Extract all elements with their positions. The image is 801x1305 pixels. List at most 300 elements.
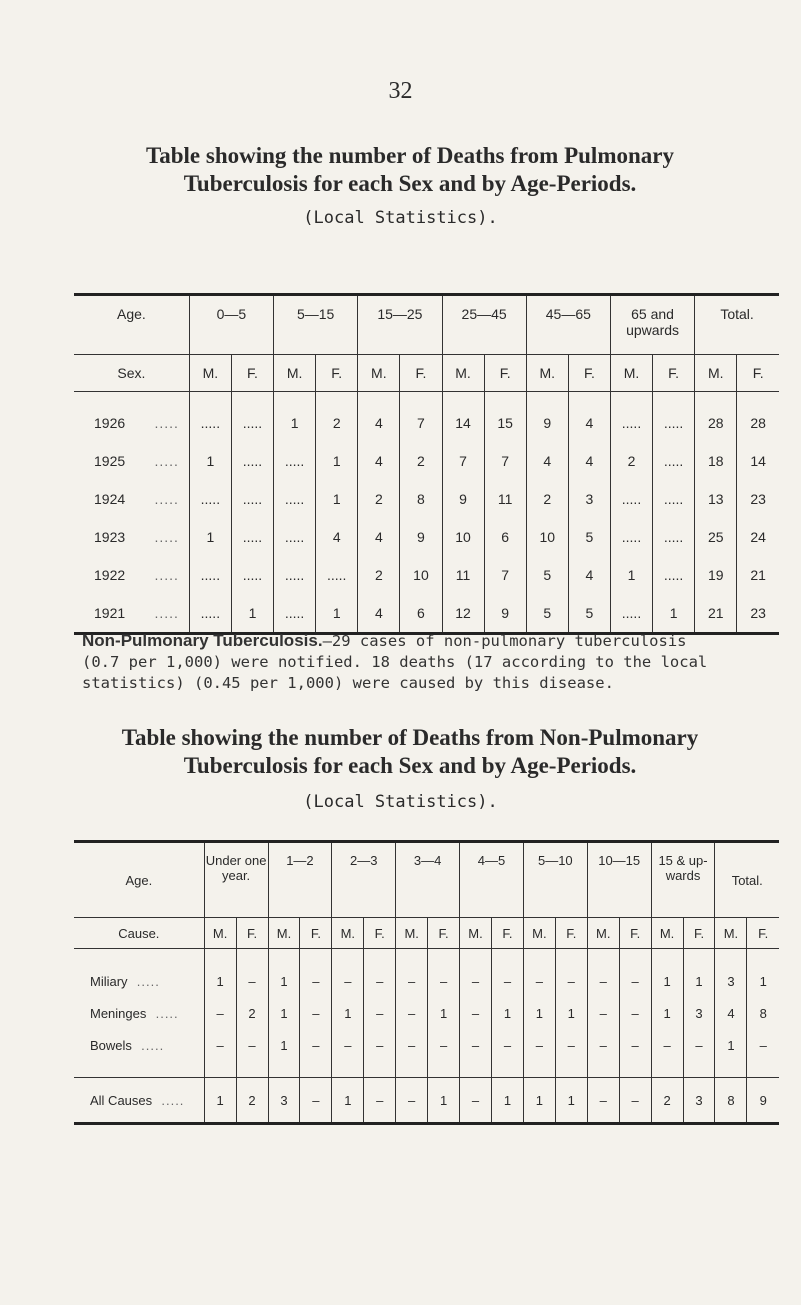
sex-code: F. (300, 918, 332, 949)
data-cell: 2 (316, 392, 358, 443)
sex-code: M. (651, 918, 683, 949)
data-cell: 1 (523, 1078, 555, 1124)
data-cell: 1 (316, 480, 358, 518)
leader-dots: ..... (125, 415, 179, 431)
sex-code: F. (747, 918, 779, 949)
year-label: 1926 (94, 415, 126, 431)
spacer-cell (428, 949, 460, 966)
spacer-cell (74, 1061, 204, 1078)
data-cell: 1 (428, 1078, 460, 1124)
year-label: 1922 (94, 567, 126, 583)
sex-code: M. (332, 918, 364, 949)
sex-code: M. (695, 355, 737, 392)
sex-code: M. (274, 355, 316, 392)
data-cell: 5 (526, 556, 568, 594)
data-cell: ..... (231, 480, 273, 518)
sex-code: M. (358, 355, 400, 392)
data-cell: – (460, 997, 492, 1029)
data-cell: 1 (316, 442, 358, 480)
data-cell: 9 (526, 392, 568, 443)
year-cell (74, 480, 189, 518)
sex-header-row (74, 355, 779, 392)
data-cell: 4 (358, 392, 400, 443)
leader-dots: ..... (125, 453, 179, 469)
spacer-cell (428, 1061, 460, 1078)
data-cell: ..... (653, 518, 695, 556)
title-line-2: Tuberculosis for each Sex and by Age-Periods. (183, 171, 637, 196)
spacer-cell (268, 949, 300, 966)
data-cell: ..... (189, 556, 231, 594)
leader-dots: ..... (125, 605, 179, 621)
age-header-row (74, 295, 779, 355)
spacer-cell (715, 1061, 747, 1078)
sex-code: M. (268, 918, 300, 949)
data-cell: 2 (526, 480, 568, 518)
sex-code: F. (619, 918, 651, 949)
year-label: 1925 (94, 453, 126, 469)
spacer-cell (683, 949, 715, 966)
table-row (74, 556, 779, 594)
data-cell: 1 (610, 556, 652, 594)
data-cell: – (204, 997, 236, 1029)
data-cell: 18 (695, 442, 737, 480)
data-cell: 28 (737, 392, 779, 443)
spacer-cell (587, 1061, 619, 1078)
data-cell: 10 (400, 556, 442, 594)
data-cell: 1 (231, 594, 273, 634)
data-cell: 4 (358, 442, 400, 480)
data-cell: 6 (484, 518, 526, 556)
title-line-2: Tuberculosis for each Sex and by Age-Periods. (183, 753, 637, 778)
data-cell: ..... (189, 594, 231, 634)
spacer-cell (268, 1061, 300, 1078)
data-cell: 1 (747, 965, 779, 997)
year-label: 1921 (94, 605, 126, 621)
data-cell: 2 (236, 1078, 268, 1124)
sex-code: M. (442, 355, 484, 392)
data-cell: 15 (484, 392, 526, 443)
spacer-cell (715, 949, 747, 966)
title-line-1: Table showing the number of Deaths from Non-Pulmonary (121, 725, 699, 750)
data-cell: 5 (526, 594, 568, 634)
data-cell: ..... (610, 480, 652, 518)
table-row (74, 594, 779, 634)
title-line-1: Table showing the number of Deaths from Pulmonary (146, 143, 674, 168)
data-cell: 1 (204, 1078, 236, 1124)
age-group-header: 45—65 (526, 295, 610, 355)
spacer-cell (747, 1061, 779, 1078)
pulmonary-table-subtitle: (Local Statistics). (303, 208, 498, 228)
spacer-cell (300, 1061, 332, 1078)
sex-code: M. (204, 918, 236, 949)
data-cell: ..... (189, 392, 231, 443)
data-cell: 1 (268, 997, 300, 1029)
sex-code: F. (316, 355, 358, 392)
age-group-header: 15—25 (358, 295, 442, 355)
data-cell: ..... (231, 556, 273, 594)
data-cell: 1 (274, 392, 316, 443)
data-cell: – (300, 1029, 332, 1061)
data-cell: 1 (332, 997, 364, 1029)
year-cell (74, 594, 189, 634)
leader-dots: ..... (146, 1005, 179, 1021)
data-cell: – (300, 1078, 332, 1124)
data-cell: 10 (526, 518, 568, 556)
data-cell: – (619, 1029, 651, 1061)
data-cell: 19 (695, 556, 737, 594)
pulmonary-deaths-table (74, 293, 779, 635)
data-cell: – (587, 1029, 619, 1061)
data-cell: 10 (442, 518, 484, 556)
spacer-cell (300, 949, 332, 966)
pulmonary-table-title (60, 142, 760, 198)
data-cell: 1 (715, 1029, 747, 1061)
year-label: 1924 (94, 491, 126, 507)
data-cell: – (460, 965, 492, 997)
data-cell: – (523, 965, 555, 997)
cause-label: All Causes (90, 1092, 153, 1108)
data-cell: 7 (484, 556, 526, 594)
data-cell: 3 (683, 1078, 715, 1124)
spacer-cell (332, 1061, 364, 1078)
age-group-header: 3—4 (396, 842, 460, 918)
data-cell: – (619, 965, 651, 997)
age-group-header: Under one year. (204, 842, 268, 918)
data-cell: ..... (316, 556, 358, 594)
data-cell: – (587, 997, 619, 1029)
data-cell: – (460, 1029, 492, 1061)
data-cell: 28 (695, 392, 737, 443)
data-cell: – (747, 1029, 779, 1061)
sex-code: F. (236, 918, 268, 949)
data-cell: 2 (358, 480, 400, 518)
leader-dots: ..... (131, 1037, 165, 1053)
data-cell: 4 (526, 442, 568, 480)
sex-code: F. (364, 918, 396, 949)
spacer-cell (396, 1061, 428, 1078)
spacer-cell (491, 949, 523, 966)
spacer-cell (204, 1061, 236, 1078)
data-cell: – (428, 1029, 460, 1061)
data-cell: 3 (568, 480, 610, 518)
data-cell: 3 (683, 997, 715, 1029)
data-cell: ..... (231, 392, 273, 443)
data-cell: ..... (653, 392, 695, 443)
age-group-header: 0—5 (189, 295, 273, 355)
spacer-row (74, 949, 779, 966)
age-label: Age. (74, 842, 204, 918)
non-pulmonary-paragraph (82, 630, 722, 694)
data-cell: 2 (236, 997, 268, 1029)
table-row (74, 392, 779, 443)
data-cell: 21 (695, 594, 737, 634)
data-cell: 1 (653, 594, 695, 634)
sex-code: M. (587, 918, 619, 949)
table-row (74, 518, 779, 556)
data-cell: – (364, 1029, 396, 1061)
age-group-header: Total. (715, 842, 779, 918)
spacer-cell (364, 949, 396, 966)
data-cell: – (364, 997, 396, 1029)
data-cell: 9 (747, 1078, 779, 1124)
data-cell: ..... (231, 518, 273, 556)
non-pulmonary-table-title (60, 724, 760, 780)
data-cell: – (683, 1029, 715, 1061)
table-row (74, 997, 779, 1029)
data-cell: – (523, 1029, 555, 1061)
data-cell: 1 (523, 997, 555, 1029)
sex-code: F. (737, 355, 779, 392)
data-cell: 23 (737, 594, 779, 634)
data-cell: 4 (358, 518, 400, 556)
spacer-cell (523, 949, 555, 966)
year-label: 1923 (94, 529, 126, 545)
data-cell: – (460, 1078, 492, 1124)
data-cell: 14 (442, 392, 484, 443)
data-cell: ..... (189, 480, 231, 518)
data-cell: 4 (316, 518, 358, 556)
spacer-cell (396, 949, 428, 966)
sex-code: M. (460, 918, 492, 949)
cause-cell (74, 1029, 204, 1061)
spacer-cell (460, 949, 492, 966)
data-cell: ..... (274, 594, 316, 634)
cause-label: Miliary (90, 973, 128, 989)
data-cell: ..... (610, 392, 652, 443)
spacer-cell (236, 949, 268, 966)
age-label: Age. (74, 295, 189, 355)
leader-dots: ..... (152, 1092, 185, 1108)
data-cell: 9 (442, 480, 484, 518)
data-cell: 4 (358, 594, 400, 634)
data-cell: 5 (568, 594, 610, 634)
data-cell: – (396, 965, 428, 997)
data-cell: 1 (268, 1029, 300, 1061)
sex-code: F. (491, 918, 523, 949)
data-cell: 4 (568, 442, 610, 480)
cause-label: Bowels (90, 1037, 132, 1053)
cause-cell (74, 997, 204, 1029)
data-cell: – (619, 1078, 651, 1124)
non-pulmonary-deaths-table (74, 840, 779, 1125)
sex-code: F. (555, 918, 587, 949)
data-cell: 3 (268, 1078, 300, 1124)
cause-label: Cause. (74, 918, 204, 949)
sex-code: M. (189, 355, 231, 392)
table-row (74, 1078, 779, 1124)
data-cell: ..... (653, 556, 695, 594)
sex-code: F. (653, 355, 695, 392)
data-cell: 7 (400, 392, 442, 443)
data-cell: 7 (442, 442, 484, 480)
spacer-cell (332, 949, 364, 966)
spacer-cell (587, 949, 619, 966)
data-cell: – (364, 1078, 396, 1124)
table-row (74, 965, 779, 997)
age-group-header: 1—2 (268, 842, 332, 918)
year-cell (74, 442, 189, 480)
sex-code: F. (231, 355, 273, 392)
data-cell: 13 (695, 480, 737, 518)
sex-code: F. (400, 355, 442, 392)
data-cell: 1 (555, 997, 587, 1029)
age-group-header: 25—45 (442, 295, 526, 355)
data-cell: 11 (442, 556, 484, 594)
data-cell: – (364, 965, 396, 997)
data-cell: 1 (268, 965, 300, 997)
data-cell: – (555, 1029, 587, 1061)
data-cell: ..... (274, 480, 316, 518)
data-cell: 1 (651, 965, 683, 997)
age-group-header: 4—5 (460, 842, 524, 918)
data-cell: – (300, 965, 332, 997)
data-cell: 1 (189, 442, 231, 480)
sex-label: Sex. (74, 355, 189, 392)
data-cell: 23 (737, 480, 779, 518)
sex-code: M. (526, 355, 568, 392)
spacer-cell (619, 949, 651, 966)
data-cell: ..... (274, 442, 316, 480)
data-cell: – (204, 1029, 236, 1061)
spacer-cell (555, 1061, 587, 1078)
age-group-header: Total. (695, 295, 779, 355)
data-cell: – (619, 997, 651, 1029)
data-cell: ..... (610, 594, 652, 634)
cause-cell (74, 965, 204, 997)
data-cell: – (396, 997, 428, 1029)
year-cell (74, 556, 189, 594)
data-cell: 4 (568, 556, 610, 594)
data-cell: – (491, 1029, 523, 1061)
data-cell: – (300, 997, 332, 1029)
data-cell: ..... (231, 442, 273, 480)
age-header-row (74, 842, 779, 918)
age-group-header: 15 & up-wards (651, 842, 715, 918)
data-cell: 1 (491, 1078, 523, 1124)
sex-code: M. (715, 918, 747, 949)
data-cell: – (236, 965, 268, 997)
cause-label: Meninges (90, 1005, 147, 1021)
sex-code: F. (683, 918, 715, 949)
table-row (74, 480, 779, 518)
data-cell: – (236, 1029, 268, 1061)
paragraph-body: —29 cases of non-pulmonary tuberculosis (0.7 per 1,000) were notified. 18 deaths (17 according to the local statistics) (0.45 per 1,000) were caused by this disease. (82, 632, 708, 692)
data-cell: 1 (189, 518, 231, 556)
table-row (74, 1029, 779, 1061)
data-cell: 24 (737, 518, 779, 556)
year-cell (74, 392, 189, 443)
leader-dots: ..... (125, 567, 179, 583)
spacer-cell (236, 1061, 268, 1078)
data-cell: 14 (737, 442, 779, 480)
data-cell: – (396, 1078, 428, 1124)
spacer-cell (364, 1061, 396, 1078)
data-cell: – (491, 965, 523, 997)
data-cell: 1 (683, 965, 715, 997)
data-cell: ..... (653, 442, 695, 480)
data-cell: 1 (651, 997, 683, 1029)
sex-code: M. (396, 918, 428, 949)
spacer-cell (74, 949, 204, 966)
data-cell: 6 (400, 594, 442, 634)
data-cell: 4 (715, 997, 747, 1029)
data-cell: 21 (737, 556, 779, 594)
leader-dots: ..... (127, 973, 160, 989)
sex-code: M. (523, 918, 555, 949)
data-cell: 12 (442, 594, 484, 634)
page-number: 32 (388, 78, 413, 104)
data-cell: 2 (651, 1078, 683, 1124)
data-cell: – (428, 965, 460, 997)
leader-dots: ..... (125, 491, 179, 507)
data-cell: ..... (653, 480, 695, 518)
spacer-cell (651, 949, 683, 966)
data-cell: 11 (484, 480, 526, 518)
sex-code: F. (484, 355, 526, 392)
sex-code: F. (568, 355, 610, 392)
data-cell: – (587, 1078, 619, 1124)
data-cell: 4 (568, 392, 610, 443)
data-cell: 2 (400, 442, 442, 480)
sex-code: M. (610, 355, 652, 392)
data-cell: – (587, 965, 619, 997)
spacer-cell (683, 1061, 715, 1078)
spacer-cell (619, 1061, 651, 1078)
leader-dots: ..... (125, 529, 179, 545)
data-cell: 8 (747, 997, 779, 1029)
data-cell: 9 (400, 518, 442, 556)
data-cell: 1 (491, 997, 523, 1029)
data-cell: 1 (316, 594, 358, 634)
age-group-header: 5—15 (274, 295, 358, 355)
spacer-cell (204, 949, 236, 966)
data-cell: 7 (484, 442, 526, 480)
paragraph-heading: Non-Pulmonary Tuberculosis. (82, 631, 323, 650)
age-group-header: 5—10 (523, 842, 587, 918)
data-cell: ..... (274, 518, 316, 556)
data-cell: ..... (274, 556, 316, 594)
spacer-cell (460, 1061, 492, 1078)
data-cell: 1 (332, 1078, 364, 1124)
data-cell: 2 (610, 442, 652, 480)
cause-cell (74, 1078, 204, 1124)
spacer-cell (491, 1061, 523, 1078)
age-group-header: 2—3 (332, 842, 396, 918)
data-cell: 2 (358, 556, 400, 594)
non-pulmonary-table-subtitle: (Local Statistics). (303, 792, 498, 812)
data-cell: – (396, 1029, 428, 1061)
data-cell: – (555, 965, 587, 997)
data-cell: – (651, 1029, 683, 1061)
sex-header-row (74, 918, 779, 949)
spacer-row (74, 1061, 779, 1078)
age-group-header: 65 and upwards (610, 295, 694, 355)
spacer-cell (523, 1061, 555, 1078)
data-cell: 25 (695, 518, 737, 556)
data-cell: 3 (715, 965, 747, 997)
data-cell: 1 (204, 965, 236, 997)
spacer-cell (555, 949, 587, 966)
data-cell: 5 (568, 518, 610, 556)
year-cell (74, 518, 189, 556)
data-cell: – (332, 965, 364, 997)
data-cell: 1 (428, 997, 460, 1029)
data-cell: – (332, 1029, 364, 1061)
sex-code: F. (428, 918, 460, 949)
data-cell: 8 (400, 480, 442, 518)
data-cell: ..... (610, 518, 652, 556)
data-cell: 9 (484, 594, 526, 634)
